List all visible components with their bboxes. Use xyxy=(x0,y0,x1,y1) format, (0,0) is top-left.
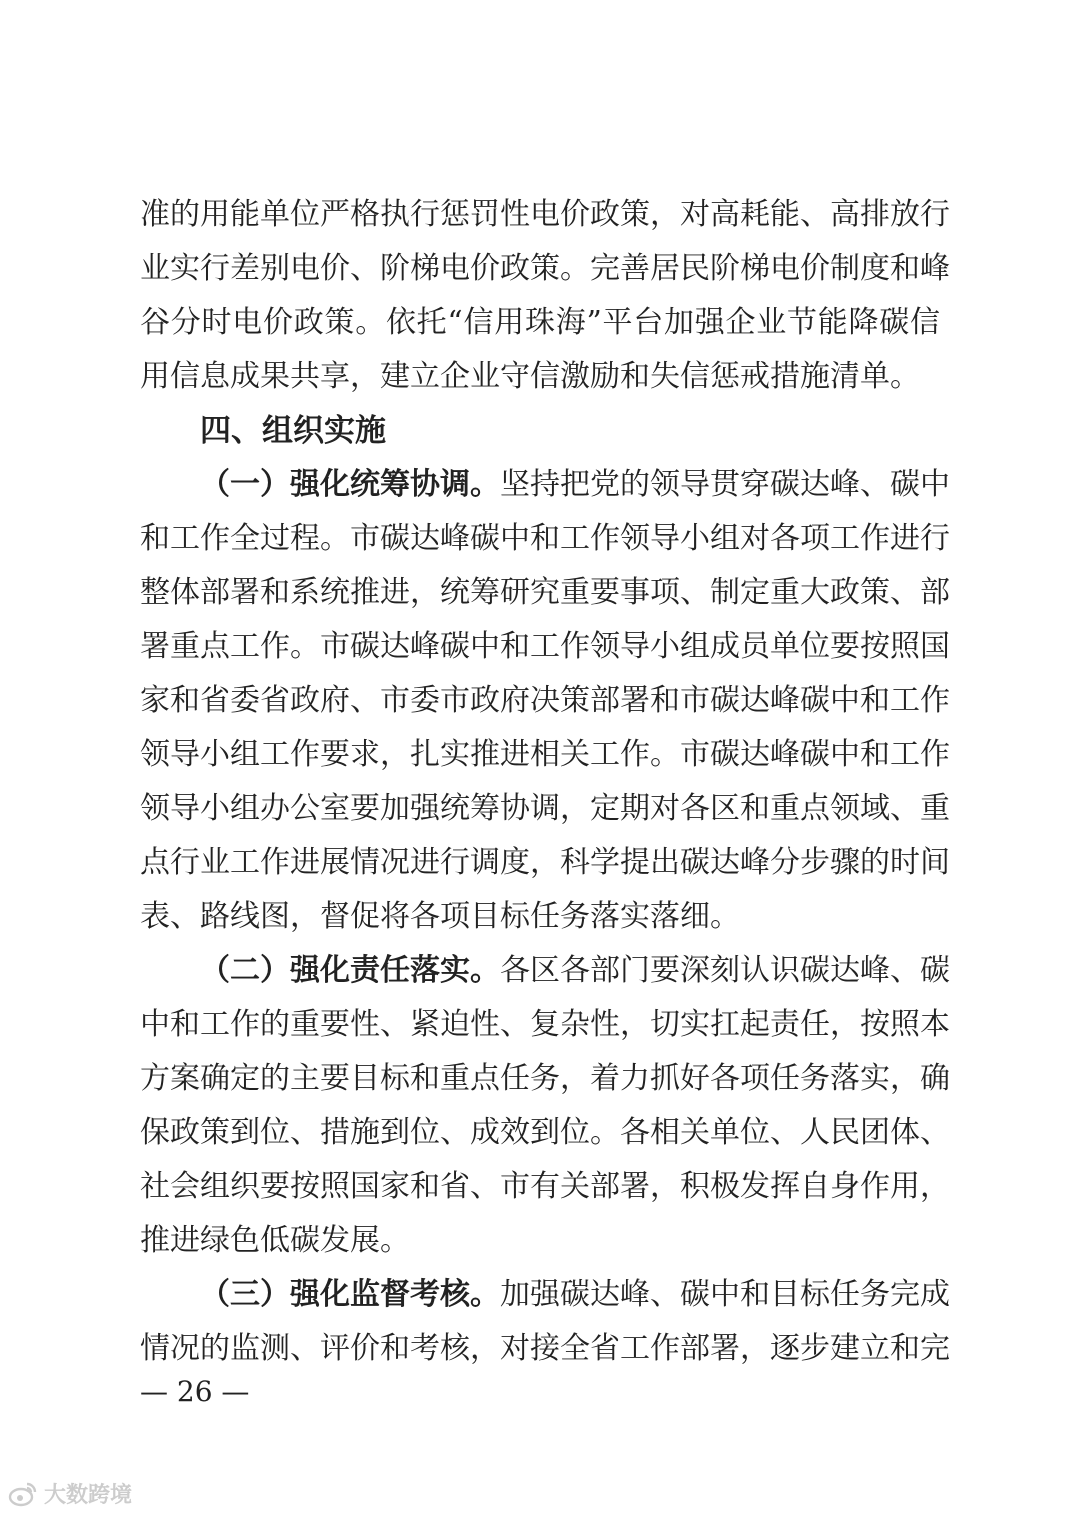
paragraph-title: （二）强化责任落实。 xyxy=(200,953,500,988)
paragraph-first-line xyxy=(200,1268,950,1322)
text-line: 表、路线图，督促将各项目标任务落实落细。 xyxy=(140,899,740,934)
text-line: 情况的监测、评价和考核，对接全省工作部署，逐步建立和完 xyxy=(140,1331,950,1366)
paragraph-title: （三）强化监督考核。 xyxy=(200,1277,500,1312)
section-heading: 四、组织实施 xyxy=(200,413,386,449)
paragraph-text: 坚持把党的领导贯穿碳达峰、碳中 xyxy=(500,467,950,502)
text-line: 推进绿色低碳发展。 xyxy=(140,1223,410,1258)
text-line: 整体部署和系统推进，统筹研究重要事项、制定重大政策、部 xyxy=(140,575,950,610)
text-line: 领导小组办公室要加强统筹协调，定期对各区和重点领域、重 xyxy=(140,791,950,826)
text-line: 点行业工作进展情况进行调度，科学提出碳达峰分步骤的时间 xyxy=(140,845,950,880)
text-line: 用信息成果共享，建立企业守信激励和失信惩戒措施清单。 xyxy=(140,359,920,394)
text-line: 准的用能单位严格执行惩罚性电价政策，对高耗能、高排放行 xyxy=(140,197,950,232)
text-line: 业实行差别电价、阶梯电价政策。完善居民阶梯电价制度和峰 xyxy=(140,251,950,286)
watermark-text: 大数跨境 xyxy=(44,1483,133,1508)
text-line: 中和工作的重要性、紧迫性、复杂性，切实扛起责任，按照本 xyxy=(140,1007,950,1042)
text-line: 社会组织要按照国家和省、市有关部署，积极发挥自身作用， xyxy=(140,1169,950,1204)
paragraph-title: （一）强化统筹协调。 xyxy=(200,467,500,502)
paragraph-text: 加强碳达峰、碳中和目标任务完成 xyxy=(500,1277,950,1312)
paragraph-first-line xyxy=(200,458,950,512)
text-line: 方案确定的主要目标和重点任务，着力抓好各项任务落实，确 xyxy=(140,1061,950,1096)
text-line: 家和省委省政府、市委市政府决策部署和市碳达峰碳中和工作 xyxy=(140,683,950,718)
text-line: 领导小组工作要求，扎实推进相关工作。市碳达峰碳中和工作 xyxy=(140,737,950,772)
page-number: — 26 — xyxy=(140,1375,250,1408)
text-line: 和工作全过程。市碳达峰碳中和工作领导小组对各项工作进行 xyxy=(140,521,950,556)
text-line: 署重点工作。市碳达峰碳中和工作领导小组成员单位要按照国 xyxy=(140,629,950,664)
text-line: 保政策到位、措施到位、成效到位。各相关单位、人民团体、 xyxy=(140,1115,950,1150)
paragraph-first-line xyxy=(200,944,950,998)
text-line: 谷分时电价政策。依托“信用珠海”平台加强企业节能降碳信 xyxy=(140,305,940,340)
weibo-logo-icon xyxy=(8,1479,38,1509)
paragraph-text: 各区各部门要深刻认识碳达峰、碳 xyxy=(500,953,950,988)
watermark xyxy=(8,1478,132,1509)
